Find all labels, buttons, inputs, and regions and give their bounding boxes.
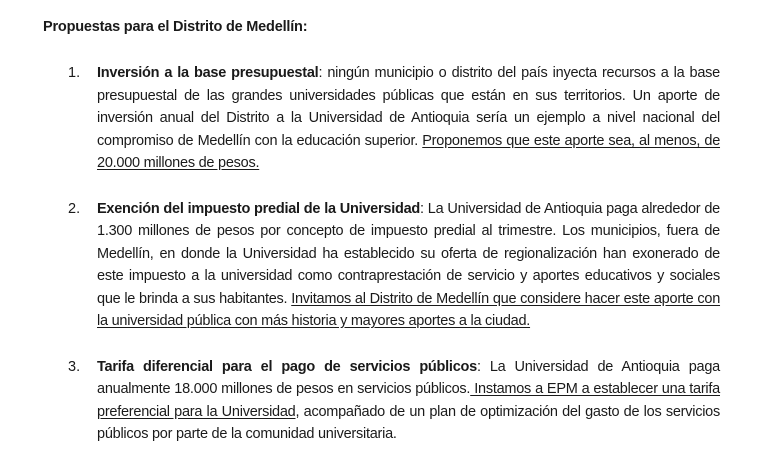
proposal-item-2 [0, 198, 757, 333]
proposal-item-1 [0, 62, 757, 175]
item-body: : La Universidad de Antioquia paga anualmente 18.000 millones de pesos en servicios públicos. [97, 358, 720, 397]
item-body: : ningún municipio o distrito del país inyecta recursos a la base presupuestal de las grandes universidades públicas que están en sus territorios. Un aporte de inversión anual del Distrito a la Universidad de Antioquia sería un ejemplo a nivel nacional del compromiso de Medellín con la educación superior. [97, 65, 721, 149]
item-underlined-text: Proponemos que este aporte sea, al menos, de 20.000 millones de pesos. [97, 132, 721, 171]
item-body: : La Universidad de Antioquia paga alrededor de 1.300 millones de pesos por concepto de impuesto predial al trimestre. Los municipios, fuera de Medellín, en donde la Universidad ha establecido su oferta de regionalización han exonerado de este impuesto a la universidad como contraprestación de servicio y aportes educativos y sociales que le brinda a sus habitantes. [97, 200, 720, 307]
item-number: 1. [68, 65, 81, 81]
item-underlined-text: Invitamos al Distrito de Medellín que considere hacer este aporte con la universidad pública con más historia y mayores aportes a la ciudad. [97, 290, 721, 329]
proposal-list [0, 62, 757, 469]
item-title: Tarifa diferencial para el pago de servicios públicos [97, 358, 477, 375]
item-number: 2. [68, 200, 81, 217]
item-underlined-text: Instamos a EPM a establecer una tarifa preferencial para la Universidad [97, 381, 720, 420]
document-heading: Propuestas para el Distrito de Medellín: [43, 19, 308, 35]
item-tail: , acompañado de un plan de optimización del gasto de los servicios públicos por parte de la comunidad universitaria. [97, 403, 720, 442]
item-number: 3. [68, 358, 81, 375]
item-title: Exención del impuesto predial de la Universidad [97, 200, 421, 217]
item-title: Inversión a la base presupuestal [97, 65, 319, 81]
item-paragraph [97, 62, 720, 175]
item-paragraph [97, 356, 720, 446]
proposal-item-3 [0, 356, 757, 446]
item-paragraph [97, 198, 720, 333]
